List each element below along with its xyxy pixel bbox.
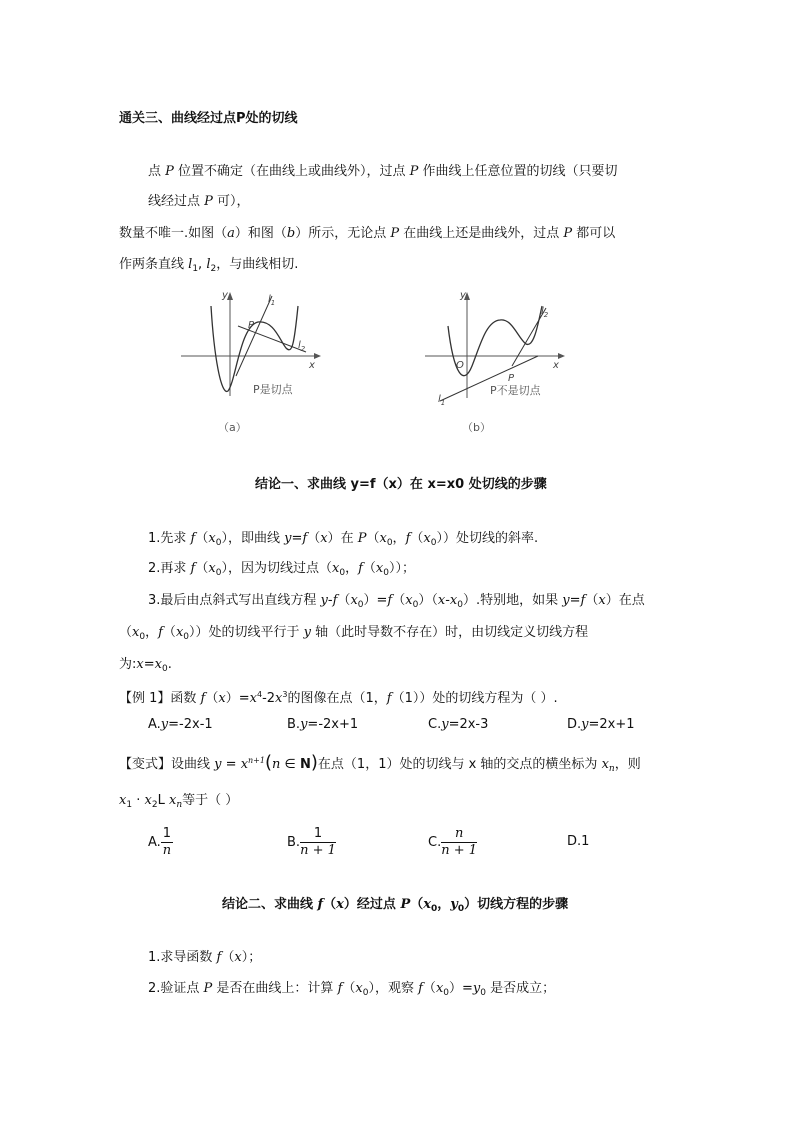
variant-option-a[interactable]: A. $\frac{1}{n}$ xyxy=(148,826,172,858)
figure-b-y-label: y xyxy=(460,290,466,301)
conclusion-1-title: 结论一、求曲线 y=f（x）在 x=x0 处切线的步骤 xyxy=(255,477,547,492)
conclusion-1-step-1: 1.先求 $f(x_0)$，即曲线 y=f（x）在 $P(x_0$，$f(x_0)$）处切线的斜率. xyxy=(148,531,539,548)
conclusion-1-step-3: 3.最后由点斜式写出直线方程 $y-f(x_0)=f(x_0)(x-x_0)$.特别地，如果 y=f（x）在点 xyxy=(148,593,645,610)
figure-a-caption: P是切点 xyxy=(253,383,293,396)
paragraph-line-3: 数量不唯一.如图（a）和图（b）所示，无论点 P 在曲线上还是曲线外，过点 P 都可以 xyxy=(119,226,616,241)
paragraph-line-2: 线经过点 P 可）， xyxy=(148,194,250,209)
figure-a-x-label: x xyxy=(309,360,315,371)
example-1-option-a[interactable]: A.y=-2x-1 xyxy=(148,717,213,732)
example-1-option-b[interactable]: B.y=-2x+1 xyxy=(287,717,359,732)
variant-option-c[interactable]: C. $\frac{n}{n + 1}$ xyxy=(428,826,478,858)
figure-a-l2-label: $l_2$ xyxy=(298,340,306,353)
figure-a-p-label: P xyxy=(248,320,255,331)
example-1-question: 【例 1】函数 $f(x)=x^4-2x^3$的图像在点（1，f（1））处的切线方程为（ ）. xyxy=(119,690,558,706)
section-title: 通关三、曲线经过点P处的切线 xyxy=(119,111,298,126)
paragraph-line-1: 点 P 位置不确定（在曲线上或曲线外），过点 P 作曲线上任意位置的切线（只要切 xyxy=(148,164,618,179)
figure-b-l1-label: $l_1$ xyxy=(438,394,446,407)
variant-question: 【变式】设曲线 $y = x^{n+1}(n$ ∈ N)在点（1，1）处的切线与 x 轴的交点的横坐标为 $x_n$，则 xyxy=(119,752,641,774)
figure-a-y-label: y xyxy=(222,290,228,301)
variant-question-cont: $x_1 \cdot x_2L$ $x_n$等于（ ） xyxy=(119,793,239,810)
figure-a xyxy=(176,286,326,436)
example-1-option-d[interactable]: D.y=2x+1 xyxy=(567,717,635,732)
example-1-option-c[interactable]: C.y=2x-3 xyxy=(428,717,489,732)
figure-a-label: （a） xyxy=(218,421,247,434)
figure-b-l2-label: $l_2$ xyxy=(541,306,549,319)
conclusion-1-step-3-cont: （$x_0$，$f(x_0)$）处的切线平行于 y 轴（此时导数不存在）时，由切线定义切线方程 xyxy=(119,625,589,642)
conclusion-2-title: 结论二、求曲线 f（x）经过点 $P(x_0$，$y_0$）切线方程的步骤 xyxy=(222,897,569,914)
figure-a-l1-label: $l_1$ xyxy=(268,294,276,307)
variant-option-b[interactable]: B. $\frac{1}{n + 1}$ xyxy=(287,826,336,858)
figure-b-caption: P不是切点 xyxy=(490,384,541,397)
conclusion-2-step-2: 2.验证点 P 是否在曲线上：计算 $f(x_0)$，观察 $f(x_0)=y_0$ 是否成立； xyxy=(148,981,556,998)
figure-b xyxy=(420,286,570,436)
conclusion-2-step-1: 1.求导函数 f（x）； xyxy=(148,950,262,965)
figure-b-origin-label: O xyxy=(456,360,464,371)
paragraph-line-4: 作两条直线 $l_1$, $l_2$，与曲线相切. xyxy=(119,257,299,274)
figure-b-label: （b） xyxy=(462,421,491,434)
figure-b-x-label: x xyxy=(553,360,559,371)
variant-option-d[interactable]: D.1 xyxy=(567,834,590,849)
figure-b-p-label: P xyxy=(508,373,515,384)
conclusion-1-step-2: 2.再求 $f(x_0)$，因为切线过点（$x_0$，$f(x_0)$）； xyxy=(148,561,415,578)
conclusion-1-step-3-end: 为$:x=x_0$. xyxy=(119,657,172,674)
